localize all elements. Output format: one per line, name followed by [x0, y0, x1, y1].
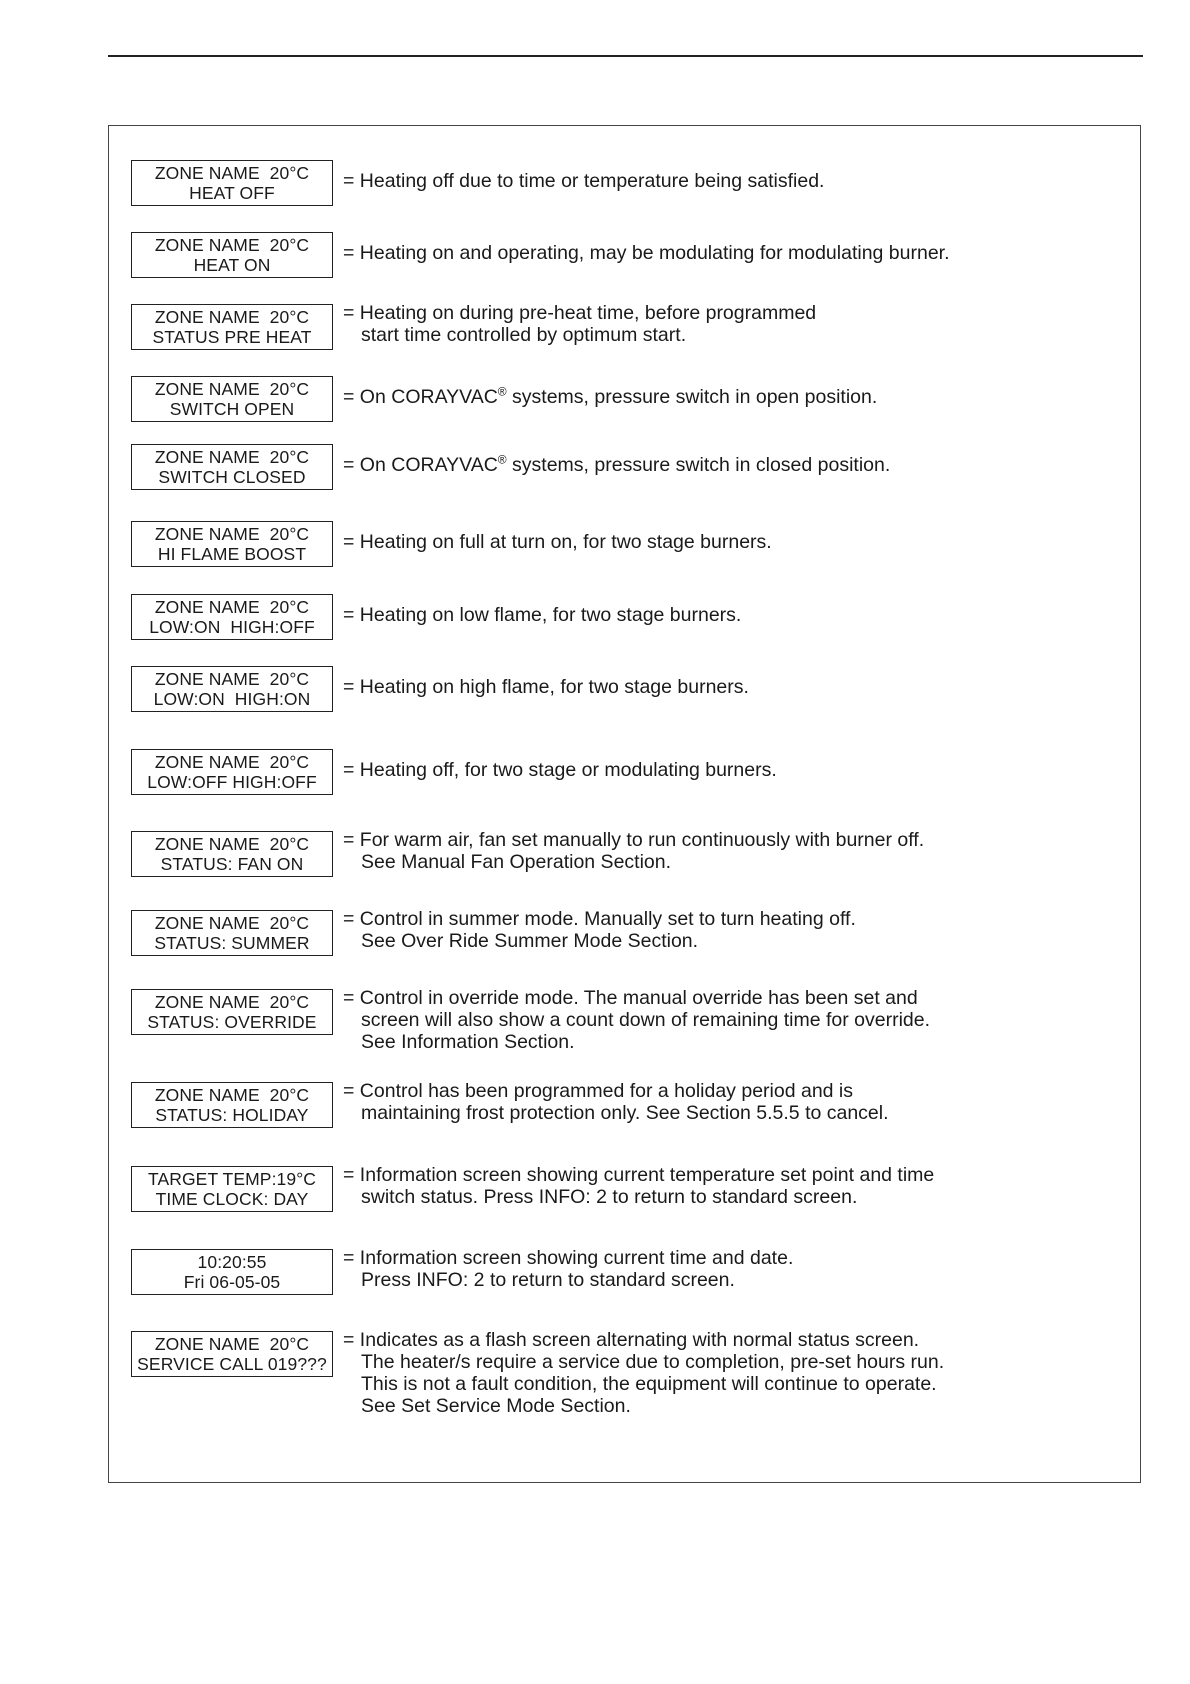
- lcd-line-1: ZONE NAME 20°C: [154, 992, 310, 1012]
- lcd-line-2: SERVICE CALL 019???: [137, 1354, 327, 1374]
- lcd-line-2: SWITCH OPEN: [169, 399, 295, 419]
- status-description: [343, 676, 1123, 698]
- lcd-line-1: ZONE NAME 20°C: [154, 669, 310, 689]
- lcd-display: [131, 160, 333, 206]
- description-line: = Information screen showing current temperature set point and time: [343, 1164, 935, 1186]
- description-line: screen will also show a count down of remaining time for override.: [361, 1009, 931, 1031]
- lcd-line-2: HEAT OFF: [189, 183, 275, 203]
- lcd-display: [131, 666, 333, 712]
- lcd-line-1: 10:20:55: [197, 1252, 267, 1272]
- lcd-line-2: SWITCH CLOSED: [158, 467, 306, 487]
- description-line: = Heating on low flame, for two stage burners.: [343, 604, 742, 626]
- description-line: Press INFO: 2 to return to standard screen.: [361, 1269, 735, 1291]
- lcd-line-2: LOW:ON HIGH:ON: [153, 689, 311, 709]
- status-description: [343, 302, 1123, 346]
- lcd-line-2: STATUS PRE HEAT: [152, 327, 312, 347]
- description-line: The heater/s require a service due to completion, pre-set hours run.: [361, 1351, 945, 1373]
- lcd-line-2: STATUS: HOLIDAY: [155, 1105, 309, 1125]
- description-line: maintaining frost protection only. See Section 5.5.5 to cancel.: [361, 1102, 889, 1124]
- description-line: See Information Section.: [361, 1031, 575, 1053]
- lcd-display: [131, 376, 333, 422]
- lcd-display: [131, 521, 333, 567]
- lcd-display: [131, 304, 333, 350]
- status-description: [343, 1080, 1123, 1124]
- description-line: = Heating on during pre-heat time, before programmed: [343, 302, 817, 324]
- description-line: = Control has been programmed for a holiday period and is: [343, 1080, 854, 1102]
- lcd-display: [131, 1082, 333, 1128]
- lcd-line-2: HI FLAME BOOST: [157, 544, 307, 564]
- description-line: = On CORAYVAC® systems, pressure switch in closed position.: [343, 452, 891, 476]
- description-line: = Heating on and operating, may be modulating for modulating burner.: [343, 242, 950, 264]
- status-description: [343, 170, 1123, 192]
- lcd-line-1: ZONE NAME 20°C: [154, 1334, 310, 1354]
- lcd-line-2: LOW:OFF HIGH:OFF: [147, 772, 317, 792]
- status-description: [343, 531, 1123, 553]
- header-rule: [108, 55, 1143, 57]
- lcd-line-1: ZONE NAME 20°C: [154, 163, 310, 183]
- description-line: = Heating on full at turn on, for two stage burners.: [343, 531, 772, 553]
- description-line: This is not a fault condition, the equipment will continue to operate.: [361, 1373, 937, 1395]
- lcd-display: [131, 1249, 333, 1295]
- lcd-display: [131, 444, 333, 490]
- lcd-line-2: STATUS: OVERRIDE: [147, 1012, 317, 1032]
- status-description: [343, 1329, 1123, 1417]
- lcd-line-1: ZONE NAME 20°C: [154, 235, 310, 255]
- description-line: switch status. Press INFO: 2 to return to standard screen.: [361, 1186, 858, 1208]
- status-description: [343, 987, 1123, 1053]
- lcd-line-1: ZONE NAME 20°C: [154, 379, 310, 399]
- lcd-line-1: ZONE NAME 20°C: [154, 447, 310, 467]
- lcd-display: [131, 831, 333, 877]
- lcd-line-2: HEAT ON: [193, 255, 271, 275]
- lcd-display: [131, 749, 333, 795]
- status-description: [343, 1164, 1123, 1208]
- description-line: = On CORAYVAC® systems, pressure switch in open position.: [343, 384, 878, 408]
- description-line: = Information screen showing current time and date.: [343, 1247, 794, 1269]
- registered-mark: ®: [497, 452, 507, 467]
- status-description: [343, 908, 1123, 952]
- description-line: = Indicates as a flash screen alternating with normal status screen.: [343, 1329, 920, 1351]
- description-line: = Control in summer mode. Manually set to turn heating off.: [343, 908, 856, 930]
- lcd-line-2: LOW:ON HIGH:OFF: [149, 617, 315, 637]
- lcd-line-1: ZONE NAME 20°C: [154, 1085, 310, 1105]
- lcd-line-2: STATUS: FAN ON: [160, 854, 304, 874]
- status-description: [343, 1247, 1123, 1291]
- lcd-line-1: TARGET TEMP:19°C: [147, 1169, 317, 1189]
- status-description: [343, 242, 1123, 264]
- lcd-display: [131, 910, 333, 956]
- description-line: See Manual Fan Operation Section.: [361, 851, 672, 873]
- lcd-line-1: ZONE NAME 20°C: [154, 597, 310, 617]
- lcd-display: [131, 989, 333, 1035]
- lcd-line-1: ZONE NAME 20°C: [154, 834, 310, 854]
- lcd-line-1: ZONE NAME 20°C: [154, 307, 310, 327]
- lcd-line-1: ZONE NAME 20°C: [154, 524, 310, 544]
- description-line: = For warm air, fan set manually to run continuously with burner off.: [343, 829, 925, 851]
- status-description: [343, 829, 1123, 873]
- lcd-line-2: Fri 06-05-05: [183, 1272, 281, 1292]
- lcd-line-1: ZONE NAME 20°C: [154, 752, 310, 772]
- description-line: = Heating off, for two stage or modulating burners.: [343, 759, 777, 781]
- lcd-display: [131, 1166, 333, 1212]
- lcd-display: [131, 594, 333, 640]
- status-description: [343, 386, 1123, 408]
- description-line: See Over Ride Summer Mode Section.: [361, 930, 699, 952]
- description-line: See Set Service Mode Section.: [361, 1395, 631, 1417]
- description-line: = Heating on high flame, for two stage burners.: [343, 676, 749, 698]
- registered-mark: ®: [497, 384, 507, 399]
- description-line: start time controlled by optimum start.: [361, 324, 687, 346]
- lcd-display: [131, 1331, 333, 1377]
- lcd-line-2: STATUS: SUMMER: [154, 933, 310, 953]
- lcd-display: [131, 232, 333, 278]
- description-line: = Control in override mode. The manual override has been set and: [343, 987, 918, 1009]
- status-description: [343, 759, 1123, 781]
- description-line: = Heating off due to time or temperature being satisfied.: [343, 170, 825, 192]
- lcd-line-2: TIME CLOCK: DAY: [155, 1189, 309, 1209]
- status-description: [343, 604, 1123, 626]
- lcd-line-1: ZONE NAME 20°C: [154, 913, 310, 933]
- status-description: [343, 454, 1123, 476]
